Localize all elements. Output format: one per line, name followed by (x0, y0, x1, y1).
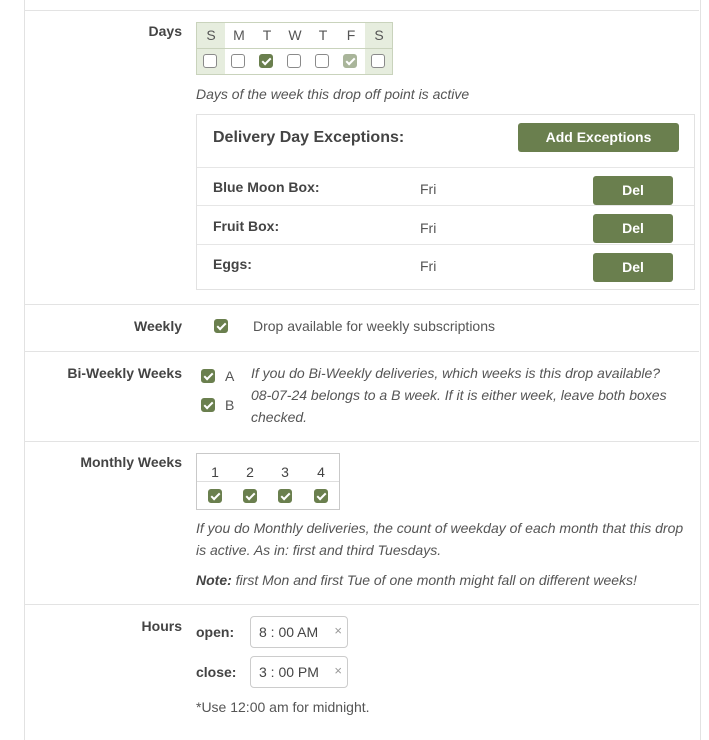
monthly-note-text: first Mon and first Tue of one month might fall on different weeks! (231, 572, 637, 588)
day-header-sun: S (206, 27, 216, 43)
day-checkbox-thu[interactable] (315, 54, 329, 68)
monthly-week-checkbox-3[interactable] (278, 489, 292, 503)
day-checkbox-sun[interactable] (203, 54, 217, 68)
monthly-help-line1: If you do Monthly deliveries, the count of weekday of each month that this drop (196, 520, 684, 536)
monthly-week-header-4: 4 (317, 464, 325, 480)
exceptions-title: Delivery Day Exceptions: (213, 129, 405, 146)
exceptions-divider (197, 167, 694, 168)
open-time-input[interactable] (250, 616, 348, 648)
day-checkbox-fri[interactable] (343, 54, 357, 68)
biweekly-help-line1: If you do Bi-Weekly deliveries, which weeks is this drop available? (251, 365, 661, 381)
day-header-wed: W (288, 27, 302, 43)
monthly-note (196, 569, 637, 591)
delete-exception-button[interactable]: Del (593, 214, 673, 243)
clear-close-time-icon[interactable]: × (334, 663, 342, 678)
exceptions-divider (197, 205, 694, 206)
grid-line (197, 481, 339, 482)
exceptions-divider (197, 244, 694, 245)
exception-name: Blue Moon Box: (213, 179, 320, 195)
exception-day: Fri (420, 220, 437, 236)
monthly-help-line2: is active. As in: first and third Tuesdays. (196, 542, 442, 558)
hours-label: Hours (141, 618, 182, 634)
hours-hint: *Use 12:00 am for midnight. (196, 699, 370, 715)
monthly-week-checkbox-2[interactable] (243, 489, 257, 503)
add-exceptions-button[interactable]: Add Exceptions (518, 123, 679, 152)
exception-day: Fri (420, 258, 437, 274)
monthly-week-header-1: 1 (211, 464, 219, 480)
close-time-value: 3 : 00 PM (259, 664, 319, 680)
clear-open-time-icon[interactable]: × (334, 623, 342, 638)
delete-exception-button[interactable]: Del (593, 176, 673, 205)
section-divider (24, 10, 699, 11)
section-divider (24, 304, 699, 305)
biweekly-help-line3: checked. (251, 409, 308, 425)
exception-name: Eggs: (213, 256, 252, 272)
day-checkbox-mon[interactable] (231, 54, 245, 68)
weekly-description: Drop available for weekly subscriptions (253, 318, 495, 334)
monthly-note-prefix: Note: (196, 572, 232, 588)
biweekly-option-b-label: B (225, 397, 235, 413)
day-checkbox-wed[interactable] (287, 54, 301, 68)
delete-exception-button[interactable]: Del (593, 253, 673, 282)
exception-day: Fri (420, 181, 437, 197)
day-header-mon: M (233, 27, 245, 43)
day-header-thu: T (318, 27, 328, 43)
monthly-week-header-3: 3 (281, 464, 289, 480)
biweekly-checkbox-b[interactable] (201, 398, 215, 412)
open-label: open: (196, 624, 235, 640)
section-divider (24, 351, 699, 352)
section-divider (24, 604, 699, 605)
day-checkbox-sat[interactable] (371, 54, 385, 68)
weekly-checkbox[interactable] (214, 319, 228, 333)
open-time-value: 8 : 00 AM (259, 624, 319, 640)
biweekly-option-a-label: A (225, 368, 235, 384)
monthly-week-header-2: 2 (246, 464, 254, 480)
close-time-input[interactable] (250, 656, 348, 688)
exception-name: Fruit Box: (213, 218, 280, 234)
day-header-sat: S (374, 27, 384, 43)
days-label: Days (148, 23, 182, 39)
monthly-label: Monthly Weeks (80, 454, 182, 470)
biweekly-help-line2: 08-07-24 belongs to a B week. If it is either week, leave both boxes (251, 387, 667, 403)
days-help-text: Days of the week this drop off point is active (196, 86, 470, 102)
section-divider (24, 441, 699, 442)
weekly-label: Weekly (134, 318, 182, 334)
grid-line (197, 48, 392, 49)
biweekly-label: Bi-Weekly Weeks (67, 365, 182, 381)
biweekly-checkbox-a[interactable] (201, 369, 215, 383)
day-checkbox-tue[interactable] (259, 54, 273, 68)
day-header-fri: F (346, 27, 356, 43)
monthly-week-checkbox-4[interactable] (314, 489, 328, 503)
day-header-tue: T (262, 27, 272, 43)
monthly-week-checkbox-1[interactable] (208, 489, 222, 503)
close-label: close: (196, 664, 237, 680)
